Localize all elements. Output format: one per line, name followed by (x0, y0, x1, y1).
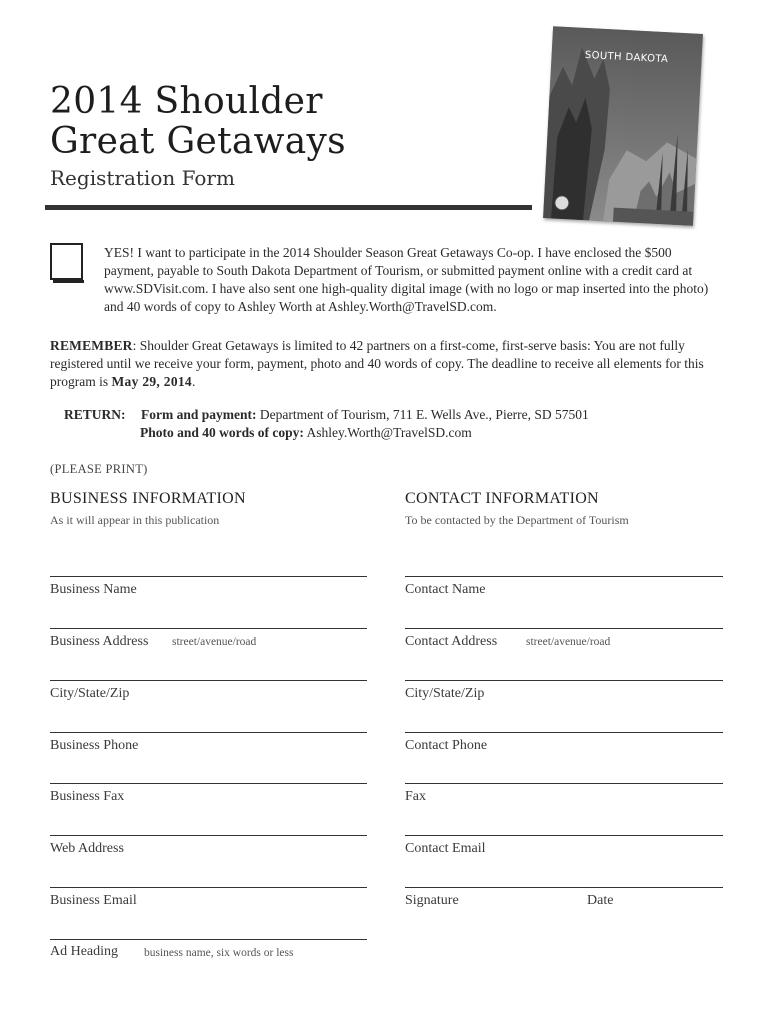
contact-fax-field[interactable] (405, 783, 723, 784)
photo-copy-email: Ashley.Worth@TravelSD.com (303, 425, 472, 440)
form-payment-address: Department of Tourism, 711 E. Wells Ave., Pierre, SD 57501 (256, 407, 589, 422)
deadline-date: May 29, 2014 (111, 374, 192, 389)
contact-name-field[interactable] (405, 576, 723, 577)
form-subtitle: Registration Form (50, 166, 235, 190)
return-label: RETURN: (64, 407, 126, 422)
remember-end: . (191, 374, 196, 389)
web-address-label: Web Address (50, 841, 124, 856)
business-email-label: Business Email (50, 893, 137, 908)
remember-label: REMEMBER (50, 338, 133, 353)
contact-address-field[interactable] (405, 628, 723, 629)
business-city-state-zip-field[interactable] (50, 680, 367, 681)
participation-text: YES! I want to participate in the 2014 Shoulder Season Great Getaways Co-op. I have enclosed the $500 payment, payable to South Dakota Department of Tourism, or submitted payment online with a credit card at www.SDVisit.com. I have also sent one high-quality digital image (with no logo or map inserted into the photo) and 40 words of copy to Ashley Worth at Ashley.Worth@TravelSD.com. (104, 245, 709, 314)
ad-heading-label: Ad Heading (50, 944, 119, 959)
business-phone-field[interactable] (50, 732, 367, 733)
contact-address-label: Contact Address (405, 634, 498, 649)
title-line-2: Great Getaways (50, 121, 346, 162)
date-label: Date (587, 893, 614, 908)
ad-heading-field[interactable] (50, 939, 367, 940)
contact-phone-label: Contact Phone (405, 738, 488, 753)
ad-heading-hint: business name, six words or less (144, 947, 294, 959)
remember-text: : Shoulder Great Getaways is limited to 42 partners on a first-come, first-serve basis: You are not fully registered until we receive your form, payment, photo and 40 words of copy. The deadline to receive all elements for this program is (50, 338, 704, 389)
contact-section-subtitle: To be contacted by the Department of Tourism (405, 513, 629, 527)
header-rule (45, 205, 532, 210)
remember-paragraph (50, 337, 710, 391)
contact-address-hint: street/avenue/road (526, 636, 611, 648)
return-line-2 (140, 424, 472, 442)
contact-city-state-zip-field[interactable] (405, 680, 723, 681)
contact-name-label: Contact Name (405, 582, 486, 597)
business-address-label: Business Address (50, 634, 149, 649)
magazine-cover-image (543, 26, 703, 226)
photo-copy-label: Photo and 40 words of copy: (140, 425, 304, 440)
contact-city-state-zip-label: City/State/Zip (405, 686, 485, 701)
participation-checkbox[interactable] (50, 243, 83, 280)
contact-section-title: CONTACT INFORMATION (405, 490, 599, 507)
contact-phone-field[interactable] (405, 732, 723, 733)
cover-title: SOUTH DAKOTA (584, 49, 669, 66)
contact-email-label: Contact Email (405, 841, 486, 856)
business-section-subtitle: As it will appear in this publication (50, 513, 220, 527)
signature-date-field[interactable] (405, 887, 723, 888)
business-section-title: BUSINESS INFORMATION (50, 490, 246, 507)
web-address-field[interactable] (50, 835, 367, 836)
business-fax-field[interactable] (50, 783, 367, 784)
business-city-state-zip-label: City/State/Zip (50, 686, 130, 701)
signature-label: Signature (405, 893, 459, 908)
form-title (50, 82, 346, 162)
business-address-hint: street/avenue/road (172, 636, 257, 648)
business-address-field[interactable] (50, 628, 367, 629)
contact-email-field[interactable] (405, 835, 723, 836)
title-line-1: 2014 Shoulder (50, 81, 323, 122)
business-phone-label: Business Phone (50, 738, 139, 753)
form-payment-label: Form and payment: (141, 407, 257, 422)
business-fax-label: Business Fax (50, 789, 125, 804)
business-email-field[interactable] (50, 887, 367, 888)
return-line-1 (64, 406, 589, 424)
please-print-note: (PLEASE PRINT) (50, 462, 148, 476)
business-name-label: Business Name (50, 582, 137, 597)
contact-fax-label: Fax (405, 789, 426, 804)
business-name-field[interactable] (50, 576, 367, 577)
